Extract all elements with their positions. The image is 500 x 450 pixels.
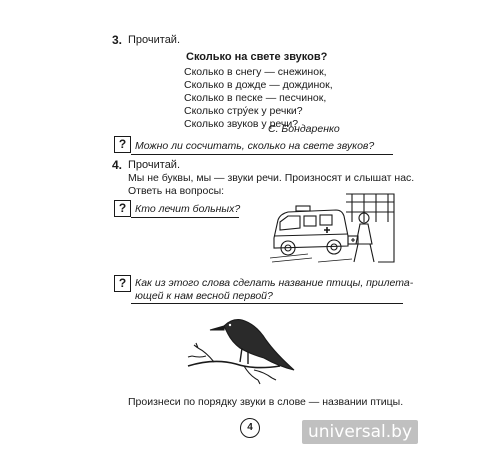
- poem: [184, 66, 333, 131]
- poem-line: Сколько в дожде — дождинок,: [184, 79, 333, 91]
- rook-bird-illustration: [184, 308, 304, 388]
- task-4-text-line: Мы не буквы, мы — звуки речи. Произносят и слышат нас.: [128, 172, 415, 184]
- task-4-question-2-line: Как из этого слова сделать название птицы, прилета-: [135, 277, 414, 289]
- page-number: 4: [240, 418, 260, 438]
- task-4-question-1: Кто лечит больных?: [135, 203, 241, 215]
- task-4-final-text: Произнеси по порядку звуки в слове — названии птицы.: [128, 396, 404, 408]
- question-rule: [131, 303, 403, 304]
- question-mark-icon: ?: [114, 275, 131, 292]
- task-3-number: 3.: [112, 33, 123, 47]
- watermark: universal.by: [302, 420, 418, 444]
- question-mark-icon: ?: [114, 136, 131, 153]
- task-4-instruction: Прочитай.: [128, 159, 181, 171]
- task-4-question-2-line: ющей к нам весной первой?: [135, 290, 273, 302]
- task-3-instruction: Прочитай.: [128, 34, 181, 46]
- question-rule: [131, 217, 239, 218]
- task-4-text-line: Ответь на вопросы:: [128, 185, 225, 197]
- poem-line: Сколько звуков у речи?: [184, 118, 299, 130]
- poem-title: Сколько на свете звуков?: [186, 51, 328, 63]
- poem-line: Сколько стру́ек у речки?: [184, 105, 303, 117]
- poem-author: С. Бондаренко: [268, 123, 340, 135]
- task-4-question-2: [135, 277, 413, 303]
- poem-line: Сколько в снегу — снежинок,: [184, 66, 327, 78]
- ambulance-illustration: [268, 192, 396, 268]
- question-rule: [131, 154, 393, 155]
- task-4-number: 4.: [112, 158, 123, 172]
- task-3-question: Можно ли сосчитать, сколько на свете звуков?: [135, 140, 375, 152]
- poem-line: Сколько в песке — песчинок,: [184, 92, 327, 104]
- question-mark-icon: ?: [114, 200, 131, 217]
